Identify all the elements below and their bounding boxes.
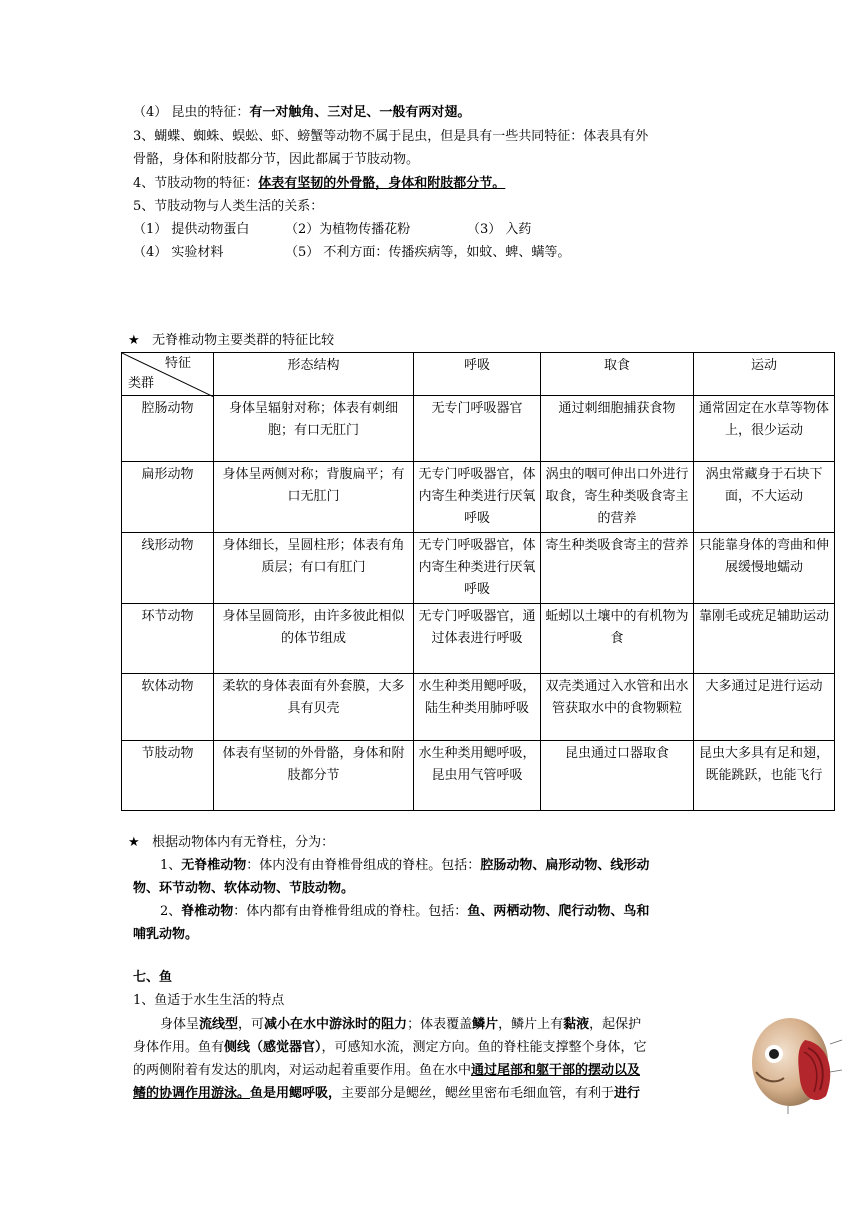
vertebrate-list-2: 哺乳动物。 [133,927,199,942]
fish-paragraph-line-3 [133,1060,640,1082]
header-cell: 取食 [541,353,694,396]
fish-paragraph-line-4 [133,1083,640,1105]
insect-feature-prefix: （4） 昆虫的特征： [133,105,250,120]
table-row [122,462,835,533]
section-heading-fish: 七、鱼 [133,970,173,985]
group-name-cell: 软体动物 [122,674,214,741]
table-cell: 昆虫通过口器取食 [541,741,694,811]
vertebrate-line-1 [160,901,649,923]
table-cell: 无专门呼吸器官，体内寄生种类进行厌氧呼吸 [414,462,541,533]
vertebrate-line-2 [133,924,198,946]
table-header-row [122,353,835,396]
table-cell: 昆虫大多具有足和翅，既能跳跃，也能飞行 [694,741,835,811]
group-name-cell: 节肢动物 [122,741,214,811]
bold-underline-run: 鳍的协调作用游泳。 [133,1086,251,1101]
table-row [122,674,835,741]
relation-heading: 5、节肢动物与人类生活的关系： [133,199,324,214]
invertebrate-list-1: 腔肠动物、扁形动物、线形动 [480,858,650,873]
fish-paragraph-line-1 [160,1014,641,1036]
table-cell: 靠刚毛或疣足辅助运动 [694,604,835,674]
arthropod-feature-bold: 体表有坚韧的外骨骼，身体和附肢都分节。 [258,176,506,191]
table-cell: 通常固定在水草等物体上，很少运动 [694,396,835,462]
table-cell: 身体呈辐射对称；体表有刺细胞；有口无肛门 [214,396,414,462]
text-run: ；体表覆盖 [407,1017,473,1032]
fish-subheading: 1、鱼适于水生生活的特点 [133,993,285,1008]
bold-run: 减小在水中游泳时的阻力 [264,1017,408,1032]
table-cell: 无专门呼吸器官，体内寄生种类进行厌氧呼吸 [414,533,541,604]
group-name-cell: 腔肠动物 [122,396,214,462]
table-title-text: 无脊椎动物主要类群的特征比较 [152,333,335,348]
insect-feature-bold: 有一对触角、三对足、一般有两对翅。 [249,105,471,120]
relation-item-4: （4） 实验材料 [133,245,224,260]
arthropod-line-2: 骨骼，身体和附肢都分节，因此都属于节肢动物。 [133,152,420,167]
bold-underline-run: 通过尾部和躯干部的摆动以及 [471,1063,641,1078]
table-cell: 大多通过足进行运动 [694,674,835,741]
table-cell: 寄生种类吸食寄主的营养 [541,533,694,604]
star-icon: ★ [128,333,140,348]
table-cell: 通过刺细胞捕获食物 [541,396,694,462]
header-cell: 呼吸 [414,353,541,396]
text-run: 主要部分是鳃丝，鳃丝里密布毛细血管，有利于 [341,1086,615,1101]
invertebrate-line-1 [160,855,649,877]
text-run: ，可 [238,1017,265,1032]
invertebrate-list-2: 物、环节动物、软体动物、节肢动物。 [133,881,355,896]
star-icon: ★ [128,835,140,850]
text-run: 身体作用。鱼有 [133,1040,225,1055]
table-row [122,396,835,462]
table-row [122,741,835,811]
text-run: ，鳞片上有 [498,1017,564,1032]
relation-item-3: （3） 入药 [467,222,532,237]
bold-run: 黏液 [563,1017,590,1032]
comparison-table [121,352,835,811]
bold-run: 鱼是用鳃呼吸， [250,1086,342,1101]
fish-gill-illustration [750,1010,854,1122]
spine-intro-text: 根据动物体内有无脊柱，分为： [152,835,335,850]
text-run: ，起保护 [589,1017,642,1032]
table-cell: 双壳类通过入水管和出水管获取水中的食物颗粒 [541,674,694,741]
vertebrate-term: 脊椎动物 [181,904,234,919]
table-title [128,330,334,352]
relation-item-1: （1） 提供动物蛋白 [133,222,250,237]
vertebrate-list-1: 鱼、两栖动物、爬行动物、鸟和 [467,904,650,919]
vertebrate-definition: ：体内都有由脊椎骨组成的脊柱。包括： [233,904,468,919]
table-cell: 水生种类用鳃呼吸，昆虫用气管呼吸 [414,741,541,811]
spine-intro [128,832,334,854]
group-name-cell: 线形动物 [122,533,214,604]
table-cell: 无专门呼吸器官，通过体表进行呼吸 [414,604,541,674]
table-cell: 身体呈圆筒形，由许多彼此相似的体节组成 [214,604,414,674]
corner-feature-label: 特征 [164,356,191,371]
invertebrate-number: 1、 [160,858,182,873]
group-name-cell: 扁形动物 [122,462,214,533]
table-cell: 涡虫的咽可伸出口外进行取食，寄生种类吸食寄主的营养 [541,462,694,533]
table-cell: 蚯蚓以土壤中的有机物为食 [541,604,694,674]
table-row [122,604,835,674]
arthropod-line-1: 3、蝴蝶、蜘蛛、蜈蚣、虾、螃蟹等动物不属于昆虫，但是具有一些共同特征：体表具有外 [133,129,649,144]
fish-paragraph-line-2 [133,1037,647,1059]
invertebrate-definition: ：体内没有由脊椎骨组成的脊柱。包括： [246,858,481,873]
header-cell: 形态结构 [214,353,414,396]
table-cell: 涡虫常藏身于石块下面，不大运动 [694,462,835,533]
table-cell: 身体呈两侧对称；背腹扁平；有口无肛门 [214,462,414,533]
arthropod-feature-line [133,173,505,195]
text-run: 的两侧附着有发达的肌肉，对运动起着重要作用。鱼在水中 [133,1063,472,1078]
bold-run: 鳞片 [472,1017,499,1032]
vertebrate-number: 2、 [160,904,182,919]
arthropod-feature-prefix: 4、节肢动物的特征： [133,176,259,191]
table-cell: 水生种类用鳃呼吸，陆生种类用肺呼吸 [414,674,541,741]
text-run: 身体呈 [160,1017,200,1032]
relation-item-2: （2）为植物传播花粉 [285,222,411,237]
corner-header-cell [122,353,214,396]
relation-item-5: （5） 不利方面：传播疾病等，如蚊、蜱、螨等。 [285,245,571,260]
header-cell: 运动 [694,353,835,396]
group-name-cell: 环节动物 [122,604,214,674]
invertebrate-term: 无脊椎动物 [181,858,247,873]
table-row [122,533,835,604]
table-cell: 身体细长，呈圆柱形；体表有角质层；有口有肛门 [214,533,414,604]
bold-run: 流线型 [199,1017,239,1032]
text-run: ，可感知水流，测定方向。鱼的脊柱能支撑整个身体，它 [321,1040,647,1055]
corner-group-label: 类群 [128,376,155,391]
table-cell: 柔软的身体表面有外套膜，大多具有贝壳 [214,674,414,741]
insect-feature-line [133,102,470,124]
table-cell: 体表有坚韧的外骨骼，身体和附肢都分节 [214,741,414,811]
invertebrate-line-2 [133,878,354,900]
bold-run: 进行 [614,1086,641,1101]
table-cell: 只能靠身体的弯曲和伸展缓慢地蠕动 [694,533,835,604]
bold-run: 侧线（感觉器官） [224,1040,322,1055]
table-cell: 无专门呼吸器官 [414,396,541,462]
